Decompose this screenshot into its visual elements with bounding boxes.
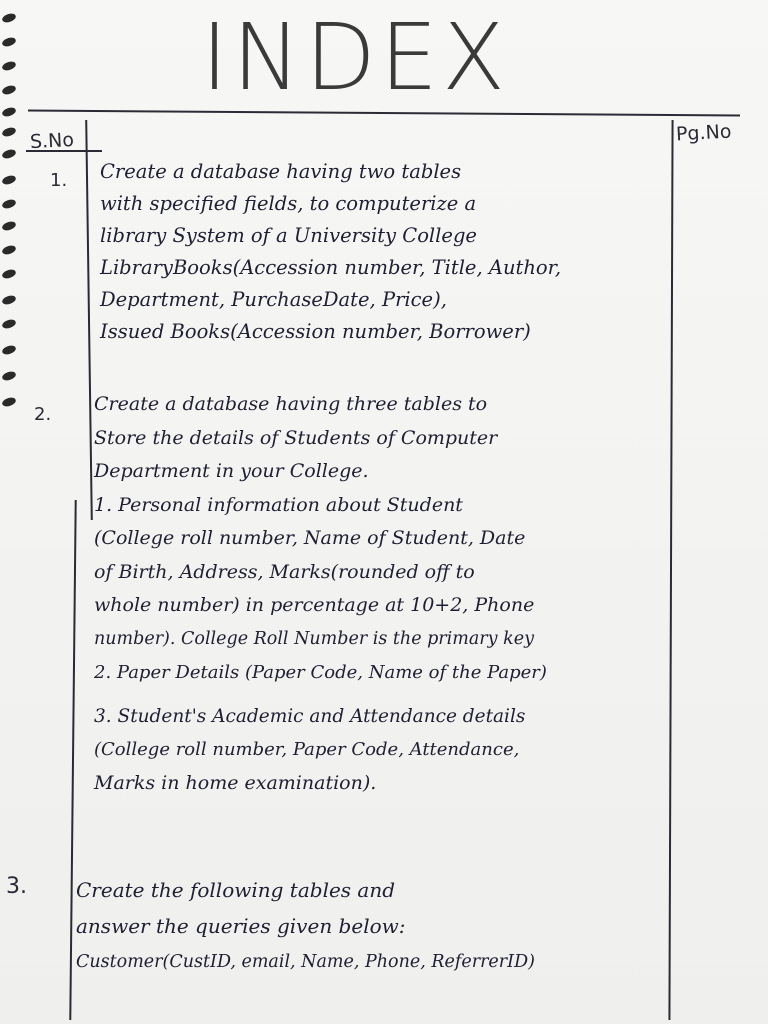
entry-line: LibraryBooks(Accession number, Title, Author,: [100, 256, 562, 279]
pgno-column-divider: [668, 120, 673, 1020]
entry-line: 3. Student's Academic and Attendance details: [94, 705, 526, 727]
entry-line: whole number) in percentage at 10+2, Phone: [94, 594, 535, 616]
pgno-header: Pg.No: [675, 120, 732, 146]
index-entry: [100, 156, 561, 348]
entry-line: Create a database having two tables: [100, 160, 462, 183]
entry-number: 3.: [6, 874, 27, 899]
entry-line: Create a database having three tables to: [94, 393, 488, 415]
entry-line: Issued Books(Accession number, Borrower): [100, 320, 531, 343]
page-title: INDEX: [201, 4, 509, 111]
sno-column-divider: [85, 120, 93, 520]
index-entry: [76, 872, 535, 980]
entry-line: of Birth, Address, Marks(rounded off to: [94, 560, 475, 583]
sno-header: S.No: [29, 128, 75, 154]
entry-line: [94, 690, 547, 700]
entry-line: 1. Personal information about Student: [94, 493, 463, 516]
entry-line: library System of a University College: [100, 224, 477, 247]
index-entry: [94, 388, 547, 800]
entry-line: Department, PurchaseDate, Price),: [100, 288, 447, 311]
entry-line: Store the details of Students of Computer: [94, 426, 498, 449]
entry-line: (College roll number, Name of Student, Date: [94, 527, 526, 549]
spiral-binding: [0, 0, 22, 1024]
entry-number: 2.: [34, 404, 52, 425]
entry-line: number). College Roll Number is the primary key: [94, 628, 534, 649]
entry-number: 1.: [50, 170, 68, 191]
entry-line: Customer(CustID, email, Name, Phone, ReferrerID): [76, 952, 535, 972]
entry-line: answer the queries given below:: [76, 914, 406, 938]
entry-line: Create the following tables and: [76, 878, 396, 902]
entry-line: (College roll number, Paper Code, Attendance,: [94, 739, 520, 760]
entry-line: with specified fields, to computerize a: [100, 192, 477, 215]
entry-line: Department in your College.: [94, 460, 369, 482]
entry-line: 2. Paper Details (Paper Code, Name of the Paper): [94, 662, 547, 683]
entry-line: Marks in home examination).: [94, 771, 377, 794]
